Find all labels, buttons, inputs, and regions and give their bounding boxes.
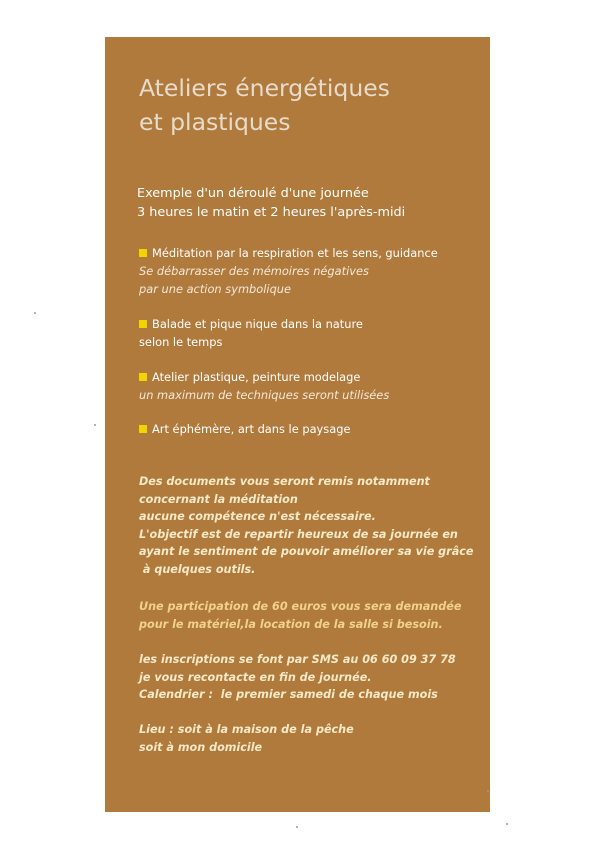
square-bullet-icon (139, 249, 147, 257)
activity-heading: Atelier plastique, peinture modelage (152, 370, 361, 384)
title-line: Ateliers énergétiques (139, 74, 390, 102)
flyer-panel (105, 37, 490, 812)
documents-note (139, 473, 484, 578)
note-line: soit à mon domicile (139, 740, 263, 754)
activity-item-atelier (139, 368, 484, 404)
activity-detail: selon le temps (139, 335, 223, 349)
subtitle-line: 3 heures le matin et 2 heures l'après-midi (137, 205, 406, 220)
square-bullet-icon (139, 320, 147, 328)
note-line: pour le matériel,la location de la salle si besoin. (139, 617, 443, 631)
scan-speck (94, 424, 96, 426)
activity-heading: Balade et pique nique dans la nature (152, 317, 363, 331)
scan-speck (506, 823, 508, 825)
activity-item-meditation (139, 244, 484, 298)
activity-detail: Se débarrasser des mémoires négatives (139, 264, 369, 278)
page-title (139, 71, 479, 139)
note-line: aucune compétence n'est nécessaire. (139, 510, 376, 523)
inscription-note (139, 651, 484, 704)
note-line: concernant la méditation (139, 492, 298, 506)
note-line: L'objectif est de repartir heureux de sa journée en (139, 527, 458, 541)
scan-speck (296, 826, 298, 828)
title-line: et plastiques (139, 108, 291, 136)
note-line: Lieu : soit à la maison de la pêche (139, 723, 354, 736)
square-bullet-icon (139, 425, 147, 433)
scan-speck (34, 312, 36, 314)
scan-speck (487, 790, 489, 792)
activity-item-balade (139, 315, 484, 351)
activity-item-art (139, 420, 484, 438)
price-note (139, 598, 484, 633)
day-schedule-subtitle (137, 184, 482, 222)
note-line: je vous recontacte en fin de journée. (139, 670, 372, 684)
note-line: ayant le sentiment de pouvoir améliorer sa vie grâce (139, 545, 474, 558)
activity-heading: Méditation par la respiration et les sens, guidance (152, 246, 438, 260)
note-line: Des documents vous seront remis notamment (139, 475, 430, 488)
note-line: Calendrier : le premier samedi de chaque mois (139, 688, 438, 701)
square-bullet-icon (139, 373, 147, 381)
activity-detail: par une action symbolique (139, 282, 292, 296)
activity-detail: un maximum de techniques seront utilisées (139, 388, 390, 402)
location-note (139, 721, 484, 756)
note-line: les inscriptions se font par SMS au 06 60 09 37 78 (139, 653, 456, 666)
activity-heading: Art éphémère, art dans le paysage (152, 422, 351, 436)
note-line: Une participation de 60 euros vous sera demandée (139, 600, 462, 613)
note-line: à quelques outils. (139, 562, 256, 576)
subtitle-line: Exemple d'un déroulé d'une journée (137, 186, 369, 201)
